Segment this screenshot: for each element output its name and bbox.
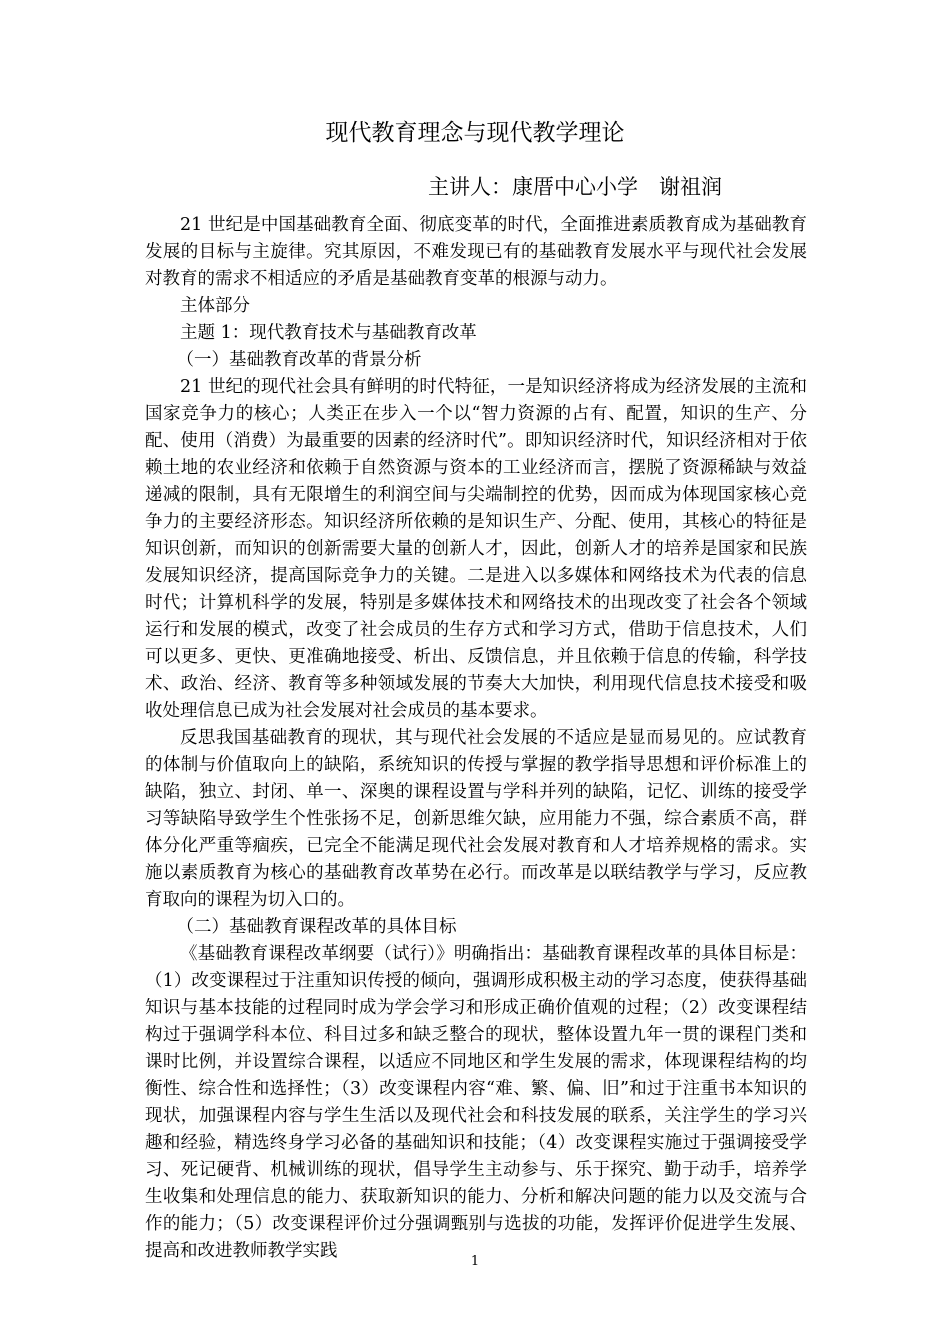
author-line: 主讲人：康厝中心小学 谢祖润: [428, 175, 722, 199]
page-number: 1: [470, 1254, 480, 1269]
body-paragraph: 反思我国基础教育的现状，其与现代社会发展的不适应是显而易见的。应试教育的体制与价值取向上的缺陷，系统知识的传授与掌握的教学指导思想和评价标准上的缺陷，独立、封闭、单一、深奥的课程设置与学科并列的缺陷，记忆、训练的接受学习等缺陷导致学生个性张扬不足，创新思维欠缺，应用能力不强，综合素质不高，群体分化严重等痼疾，已完全不能满足现代社会发展对教育和人才培养规格的需求。实施以素质教育为核心的基础教育改革势在必行。而改革是以联结教学与学习，反应教育取向的课程为切入口的。: [145, 728, 807, 910]
document-title: 现代教育理念与现代教学理论: [325, 120, 625, 146]
intro-paragraph: 21 世纪是中国基础教育全面、彻底变革的时代，全面推进素质教育成为基础教育发展的目标与主旋律。究其原因，不难发现已有的基础教育发展水平与现代社会发展对教育的需求不相适应的矛盾是基础教育变革的根源与动力。: [145, 215, 807, 289]
document-body: [145, 212, 807, 1265]
section-heading: （一）基础教育改革的背景分析: [176, 350, 422, 370]
body-paragraph: 《基础教育课程改革纲要（试行）》明确指出：基础教育课程改革的具体目标是：（1）改变课程过于注重知识传授的倾向，强调形成积极主动的学习态度，使获得基础知识与基本技能的过程同时成为学会学习和形成正确价值观的过程；（2）改变课程结构过于强调学科本位、科目过多和缺乏整合的现状，整体设置九年一贯的课程门类和课时比例，并设置综合课程，以适应不同地区和学生发展的需求，体现课程结构的均衡性、综合性和选择性；（3）改变课程内容“难、繁、偏、旧”和过于注重书本知识的现状，加强课程内容与学生生活以及现代社会和科技发展的联系，关注学生的学习兴趣和经验，精选终身学习必备的基础知识和技能；（4）改变课程实施过于强调接受学习、死记硬背、机械训练的现状，倡导学生主动参与、乐于探究、勤于动手，培养学生收集和处理信息的能力、获取新知识的能力、分析和解决问题的能力以及交流与合作的能力；（5）改变课程评价过分强调甄别与选拔的功能，发挥评价促进学生发展、提高和改进教师教学实践: [145, 944, 807, 1261]
topic-heading: 主题 1：现代教育技术与基础教育改革: [180, 323, 477, 343]
main-part-heading: 主体部分: [180, 296, 250, 316]
body-paragraph: 21 世纪的现代社会具有鲜明的时代特征，一是知识经济将成为经济发展的主流和国家竞争力的核心；人类正在步入一个以“智力资源的占有、配置，知识的生产、分配、使用（消费）为最重要的因素的经济时代”。即知识经济时代，知识经济相对于依赖土地的农业经济和依赖于自然资源与资本的工业经济而言，摆脱了资源稀缺与效益递减的限制，具有无限增生的利润空间与尖端制控的优势，因而成为体现国家核心竞争力的主要经济形态。知识经济所依赖的是知识生产、分配、使用，其核心的特征是知识创新，而知识的创新需要大量的创新人才，因此，创新人才的培养是国家和民族发展知识经济，提高国际竞争力的关键。二是进入以多媒体和网络技术为代表的信息时代；计算机科学的发展，特别是多媒体技术和网络技术的出现改变了社会各个领域运行和发展的模式，改变了社会成员的生存方式和学习方式，借助于信息技术，人们可以更多、更快、更准确地接受、析出、反馈信息，并且依赖于信息的传输，科学技术、政治、经济、教育等多种领域发展的节奏大大加快，利用现代信息技术接受和吸收处理信息已成为社会发展对社会成员的基本要求。: [145, 377, 807, 721]
section-heading: （二）基础教育课程改革的具体目标: [176, 917, 457, 937]
